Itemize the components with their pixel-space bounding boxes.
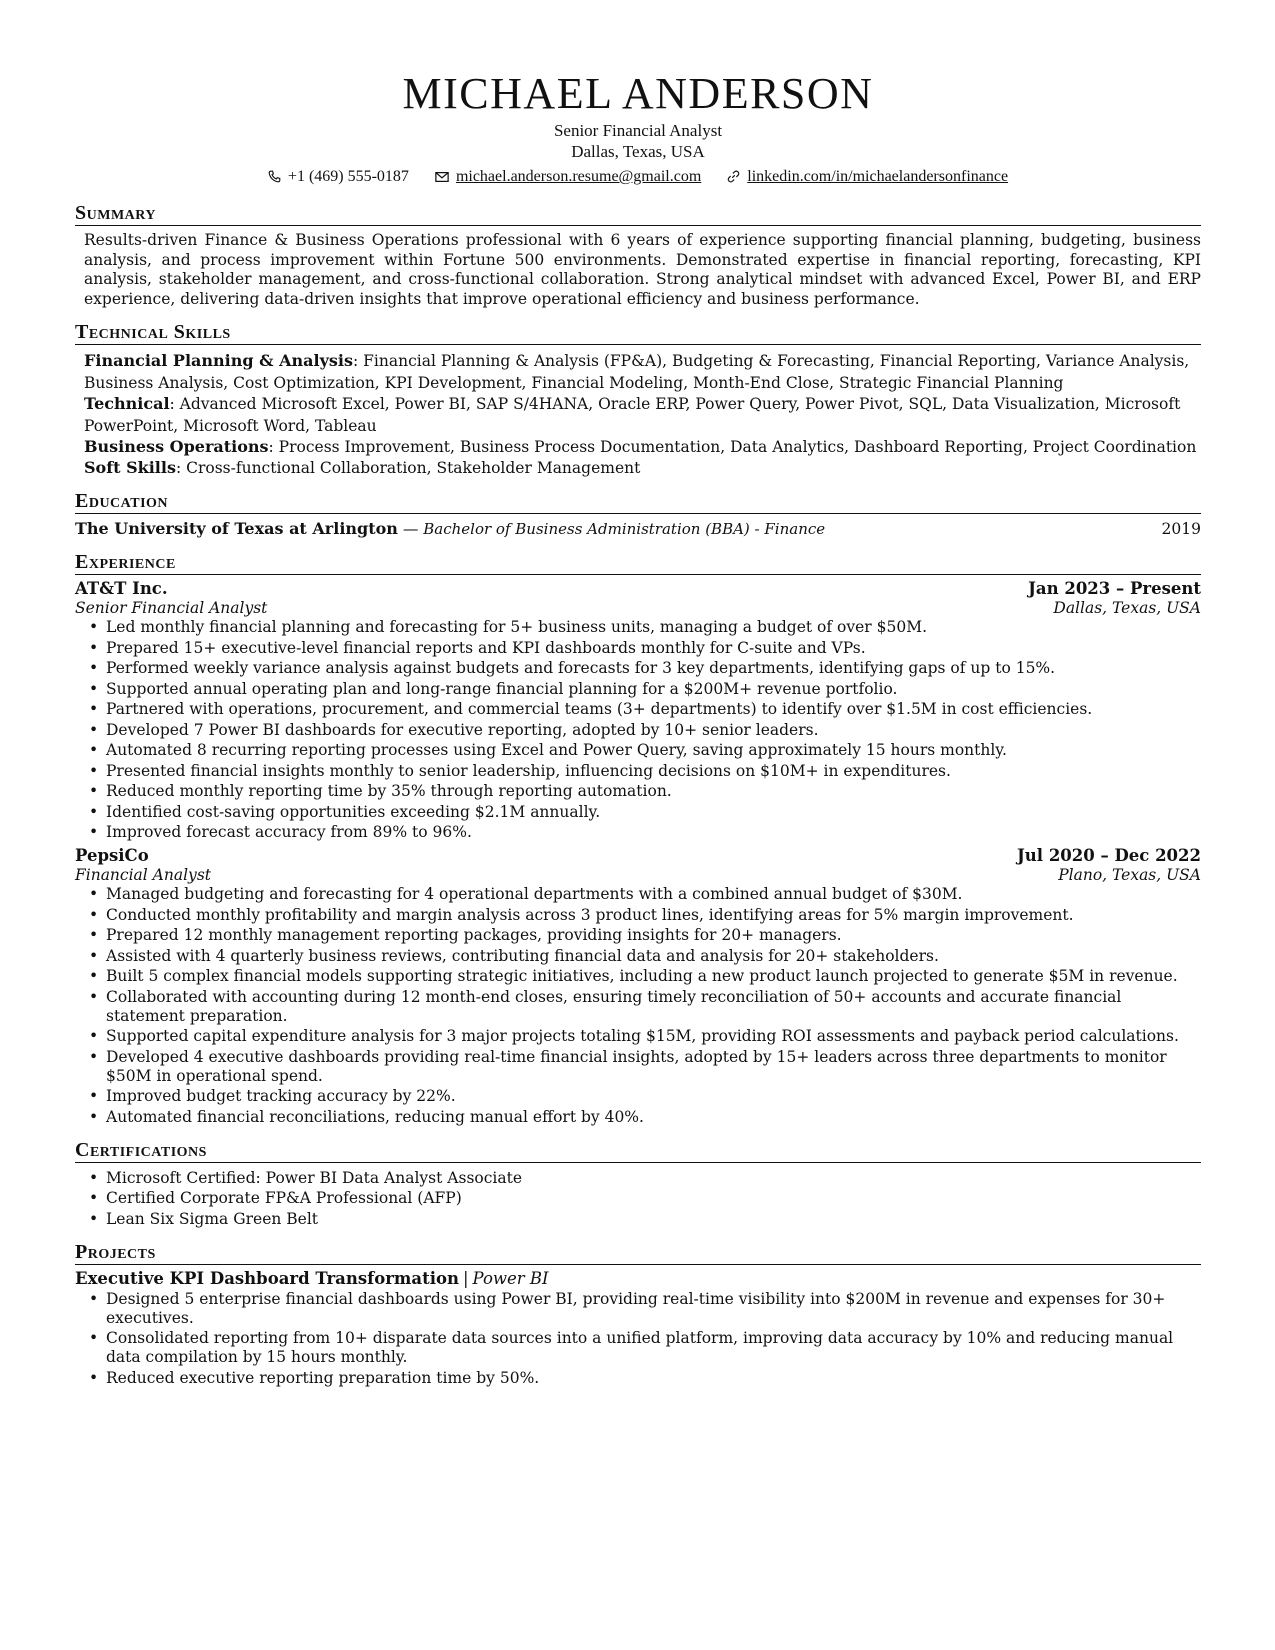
candidate-name: MICHAEL ANDERSON bbox=[402, 69, 874, 118]
job-bullets bbox=[75, 618, 1201, 842]
company-name: AT&T Inc. bbox=[75, 579, 168, 598]
job-dates: Jul 2020 – Dec 2022 bbox=[1017, 846, 1201, 865]
job-entry bbox=[75, 846, 1201, 1127]
resume-page bbox=[75, 0, 1201, 1389]
job-location: Dallas, Texas, USA bbox=[1053, 599, 1201, 617]
certification-item: • Certified Corporate FP&A Professional (AFP) bbox=[106, 1189, 1201, 1208]
experience-section bbox=[75, 551, 1201, 1127]
certifications-heading: Certifications bbox=[75, 1139, 1201, 1163]
bullet-item: • Supported annual operating plan and long-range financial planning for a $200M+ revenue portfolio. bbox=[106, 680, 1201, 699]
job-header bbox=[75, 579, 1201, 599]
bullet-item: • Developed 7 Power BI dashboards for executive reporting, adopted by 10+ senior leaders. bbox=[106, 721, 1201, 740]
school-name: The University of Texas at Arlington bbox=[75, 519, 398, 538]
candidate-location: Dallas, Texas, USA bbox=[571, 142, 705, 161]
skill-text: : Financial Planning & Analysis (FP&A), Budgeting & Forecasting, Financial Reporting, Variance Analysis, Business Analysis, Cost Optimization, KPI Development, Financial Modeling, Month-End Close, Strategic Financial Planning bbox=[84, 352, 1190, 392]
skills-section bbox=[75, 321, 1201, 479]
bullet-item: • Improved forecast accuracy from 89% to 96%. bbox=[106, 823, 1201, 842]
project-tool: Power BI bbox=[472, 1268, 549, 1288]
linkedin-link[interactable]: linkedin.com/in/michaelandersonfinance bbox=[747, 168, 1009, 185]
projects-list bbox=[75, 1265, 1201, 1388]
candidate-title: Senior Financial Analyst bbox=[553, 121, 723, 140]
contact-phone bbox=[268, 166, 409, 188]
bullet-item: • Prepared 12 monthly management reporting packages, providing insights for 20+ managers. bbox=[106, 926, 1201, 945]
job-role: Senior Financial Analyst bbox=[75, 599, 268, 617]
skill-row bbox=[84, 457, 1201, 479]
project-bullets bbox=[75, 1290, 1201, 1388]
contact-email[interactable] bbox=[435, 166, 701, 188]
job-subheader bbox=[75, 866, 1201, 884]
education-degree-line bbox=[75, 519, 825, 539]
certifications-section bbox=[75, 1139, 1201, 1229]
contact-linkedin[interactable] bbox=[727, 166, 1008, 188]
job-subheader bbox=[75, 599, 1201, 617]
project-separator: | bbox=[462, 1268, 469, 1288]
project-title: Executive KPI Dashboard Transformation bbox=[75, 1268, 459, 1288]
company-name: PepsiCo bbox=[75, 846, 149, 865]
job-location: Plano, Texas, USA bbox=[1058, 866, 1201, 884]
bullet-item: • Consolidated reporting from 10+ disparate data sources into a unified platform, improving data accuracy by 10% and reducing manual data compilation by 15 hours monthly. bbox=[106, 1329, 1201, 1367]
education-entry bbox=[75, 514, 1201, 539]
bullet-item: • Developed 4 executive dashboards providing real-time financial insights, adopted by 15+ leaders across three departments to monitor $50M in operational spend. bbox=[106, 1048, 1201, 1086]
certification-item: • Lean Six Sigma Green Belt bbox=[106, 1210, 1201, 1229]
bullet-item: • Performed weekly variance analysis against budgets and forecasts for 3 key departments, identifying gaps of up to 15%. bbox=[106, 659, 1201, 678]
skills-heading: Technical Skills bbox=[75, 321, 1201, 345]
bullet-item: • Reduced executive reporting preparation time by 50%. bbox=[106, 1369, 1201, 1388]
bullet-item: • Assisted with 4 quarterly business reviews, contributing financial data and analysis for 20+ stakeholders. bbox=[106, 947, 1201, 966]
bullet-item: • Conducted monthly profitability and margin analysis across 3 product lines, identifying areas for 5% margin improvement. bbox=[106, 906, 1201, 925]
job-dates: Jan 2023 – Present bbox=[1028, 579, 1201, 598]
phone-number: +1 (469) 555-0187 bbox=[287, 168, 409, 185]
skill-label: Business Operations bbox=[84, 437, 269, 456]
projects-heading: Projects bbox=[75, 1241, 1201, 1265]
education-section bbox=[75, 490, 1201, 539]
job-header bbox=[75, 846, 1201, 866]
certification-item: • Microsoft Certified: Power BI Data Analyst Associate bbox=[106, 1169, 1201, 1188]
phone-icon bbox=[268, 170, 281, 183]
skill-text: : Process Improvement, Business Process Documentation, Data Analytics, Dashboard Reporting, Project Coordination bbox=[268, 438, 1197, 456]
job-entry bbox=[75, 579, 1201, 842]
project-title-line bbox=[75, 1265, 1201, 1289]
skill-label: Financial Planning & Analysis bbox=[84, 351, 354, 370]
skill-label: Technical bbox=[84, 394, 170, 413]
summary-text: Results-driven Finance & Business Operations professional with 6 years of experience supporting financial planning, budgeting, business analysis, and process improvement within Fortune 500 environments. Demonstrated expertise in financial reporting, forecasting, KPI analysis, stakeholder management, and cross-functional collaboration. Strong analytical mindset with advanced Excel, Power BI, and ERP experience, delivering data-driven insights that improve operational efficiency and business performance. bbox=[84, 231, 1201, 308]
degree-name: Bachelor of Business Administration (BBA) - Finance bbox=[423, 520, 826, 538]
email-link[interactable]: michael.anderson.resume@gmail.com bbox=[455, 168, 702, 185]
mail-icon bbox=[435, 171, 449, 183]
summary-heading: Summary bbox=[75, 202, 1201, 226]
bullet-item: • Built 5 complex financial models supporting strategic initiatives, including a new product launch projected to generate $5M in revenue. bbox=[106, 967, 1201, 986]
bullet-item: • Reduced monthly reporting time by 35% through reporting automation. bbox=[106, 782, 1201, 801]
summary-section bbox=[75, 202, 1201, 309]
bullet-item: • Automated financial reconciliations, reducing manual effort by 40%. bbox=[106, 1108, 1201, 1127]
link-icon bbox=[727, 170, 740, 183]
graduation-year: 2019 bbox=[1161, 520, 1201, 538]
bullet-item: • Prepared 15+ executive-level financial reports and KPI dashboards monthly for C-suite and VPs. bbox=[106, 639, 1201, 658]
certifications-list bbox=[75, 1169, 1201, 1229]
projects-section bbox=[75, 1241, 1201, 1388]
bullet-item: • Identified cost-saving opportunities exceeding $2.1M annually. bbox=[106, 803, 1201, 822]
skills-list bbox=[75, 345, 1201, 479]
bullet-item: • Designed 5 enterprise financial dashboards using Power BI, providing real-time visibility into $200M in revenue and expenses for 30+ executives. bbox=[106, 1290, 1201, 1328]
skill-text: : Cross-functional Collaboration, Stakeholder Management bbox=[175, 459, 641, 477]
bullet-item: • Partnered with operations, procurement, and commercial teams (3+ departments) to identify over $1.5M in cost efficiencies. bbox=[106, 700, 1201, 719]
bullet-item: • Presented financial insights monthly to senior leadership, influencing decisions on $10M+ in expenditures. bbox=[106, 762, 1201, 781]
bullet-item: • Supported capital expenditure analysis for 3 major projects totaling $15M, providing ROI assessments and payback period calculations. bbox=[106, 1027, 1201, 1046]
experience-heading: Experience bbox=[75, 551, 1201, 575]
job-bullets bbox=[75, 885, 1201, 1127]
bullet-item: • Improved budget tracking accuracy by 22%. bbox=[106, 1087, 1201, 1106]
job-role: Financial Analyst bbox=[75, 866, 211, 884]
education-heading: Education bbox=[75, 490, 1201, 514]
education-dash: — bbox=[397, 520, 424, 538]
bullet-item: • Managed budgeting and forecasting for 4 operational departments with a combined annual budget of $30M. bbox=[106, 885, 1201, 904]
resume-header bbox=[75, 0, 1201, 188]
bullet-item: • Automated 8 recurring reporting processes using Excel and Power Query, saving approximately 15 hours monthly. bbox=[106, 741, 1201, 760]
jobs-list bbox=[75, 579, 1201, 1127]
contact-line bbox=[75, 166, 1201, 188]
skill-row bbox=[84, 393, 1201, 437]
bullet-item: • Collaborated with accounting during 12 month-end closes, ensuring timely reconciliation of 50+ accounts and accurate financial statement preparation. bbox=[106, 988, 1201, 1026]
skill-label: Soft Skills bbox=[84, 458, 176, 477]
bullet-item: • Led monthly financial planning and forecasting for 5+ business units, managing a budget of over $50M. bbox=[106, 618, 1201, 637]
skill-text: : Advanced Microsoft Excel, Power BI, SAP S/4HANA, Oracle ERP, Power Query, Power Pivot, SQL, Data Visualization, Microsoft PowerPoint, Microsoft Word, Tableau bbox=[84, 395, 1181, 435]
skill-row bbox=[84, 436, 1201, 458]
skill-row bbox=[84, 350, 1201, 394]
